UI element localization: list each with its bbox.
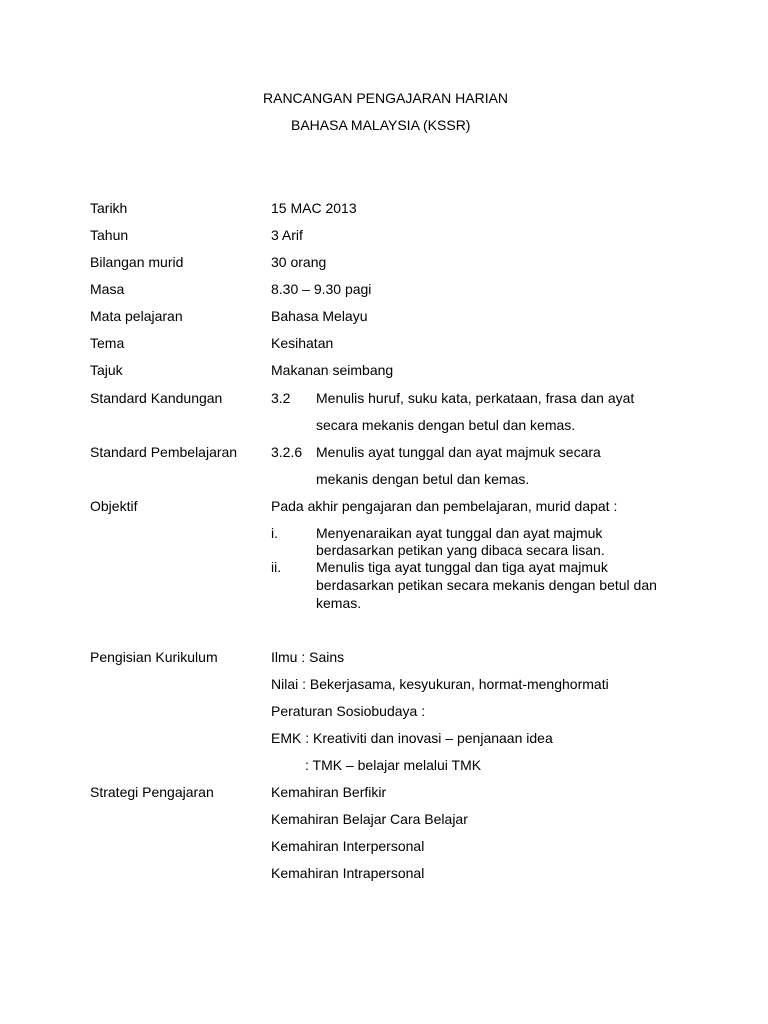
label-pengisian-kurikulum: Pengisian Kurikulum [90, 649, 218, 665]
objektif-item-1-line1: Menyenaraikan ayat tunggal dan ayat majmuk [316, 525, 603, 541]
value-mata-pelajaran: Bahasa Melayu [271, 308, 368, 324]
pengisian-emk-2: : TMK – belajar melalui TMK [305, 757, 482, 773]
text-standard-kandungan-line1: Menulis huruf, suku kata, perkataan, frasa dan ayat [316, 390, 635, 406]
value-masa: 8.30 – 9.30 pagi [271, 281, 372, 297]
objektif-item-2-line2: berdasarkan petikan secara mekanis dengan betul dan [316, 577, 657, 593]
label-tarikh: Tarikh [90, 200, 128, 216]
objektif-item-1-line2: berdasarkan petikan yang dibaca secara lisan. [316, 542, 605, 558]
value-bilangan-murid: 30 orang [271, 254, 327, 270]
label-standard-pembelajaran: Standard Pembelajaran [90, 444, 238, 460]
objektif-marker-1: i. [271, 525, 278, 541]
document-title: RANCANGAN PENGAJARAN HARIAN [263, 90, 509, 106]
strategi-item-3: Kemahiran Interpersonal [271, 838, 425, 854]
objektif-item-2-line3: kemas. [316, 595, 362, 611]
text-standard-pembelajaran-line2: mekanis dengan betul dan kemas. [316, 471, 530, 487]
text-standard-kandungan-line2: secara mekanis dengan betul dan kemas. [316, 417, 576, 433]
code-standard-kandungan: 3.2 [271, 390, 291, 406]
strategi-item-2: Kemahiran Belajar Cara Belajar [271, 811, 468, 827]
label-bilangan-murid: Bilangan murid [90, 254, 184, 270]
label-objektif: Objektif [90, 498, 138, 514]
value-tahun: 3 Arif [271, 227, 303, 243]
document-subtitle: BAHASA MALAYSIA (KSSR) [291, 117, 471, 133]
pengisian-peraturan: Peraturan Sosiobudaya : [271, 703, 426, 719]
label-tahun: Tahun [90, 227, 129, 243]
value-tajuk: Makanan seimbang [271, 362, 394, 378]
label-masa: Masa [90, 281, 125, 297]
value-tema: Kesihatan [271, 335, 334, 351]
code-standard-pembelajaran: 3.2.6 [271, 444, 303, 460]
text-standard-pembelajaran-line1: Menulis ayat tunggal dan ayat majmuk secara [316, 444, 601, 460]
objektif-intro: Pada akhir pengajaran dan pembelajaran, murid dapat : [271, 498, 618, 514]
objektif-marker-2: ii. [271, 559, 282, 575]
label-tema: Tema [90, 335, 125, 351]
strategi-item-4: Kemahiran Intrapersonal [271, 865, 425, 881]
label-tajuk: Tajuk [90, 362, 123, 378]
pengisian-ilmu: Ilmu : Sains [271, 649, 345, 665]
strategi-item-1: Kemahiran Berfikir [271, 784, 387, 800]
pengisian-emk-1: EMK : Kreativiti dan inovasi – penjanaan idea [271, 730, 553, 746]
label-mata-pelajaran: Mata pelajaran [90, 308, 183, 324]
value-tarikh: 15 MAC 2013 [271, 200, 357, 216]
label-strategi-pengajaran: Strategi Pengajaran [90, 784, 214, 800]
label-standard-kandungan: Standard Kandungan [90, 390, 223, 406]
objektif-item-2-line1: Menulis tiga ayat tunggal dan tiga ayat majmuk [316, 559, 608, 575]
pengisian-nilai: Nilai : Bekerjasama, kesyukuran, hormat-menghormati [271, 676, 609, 692]
